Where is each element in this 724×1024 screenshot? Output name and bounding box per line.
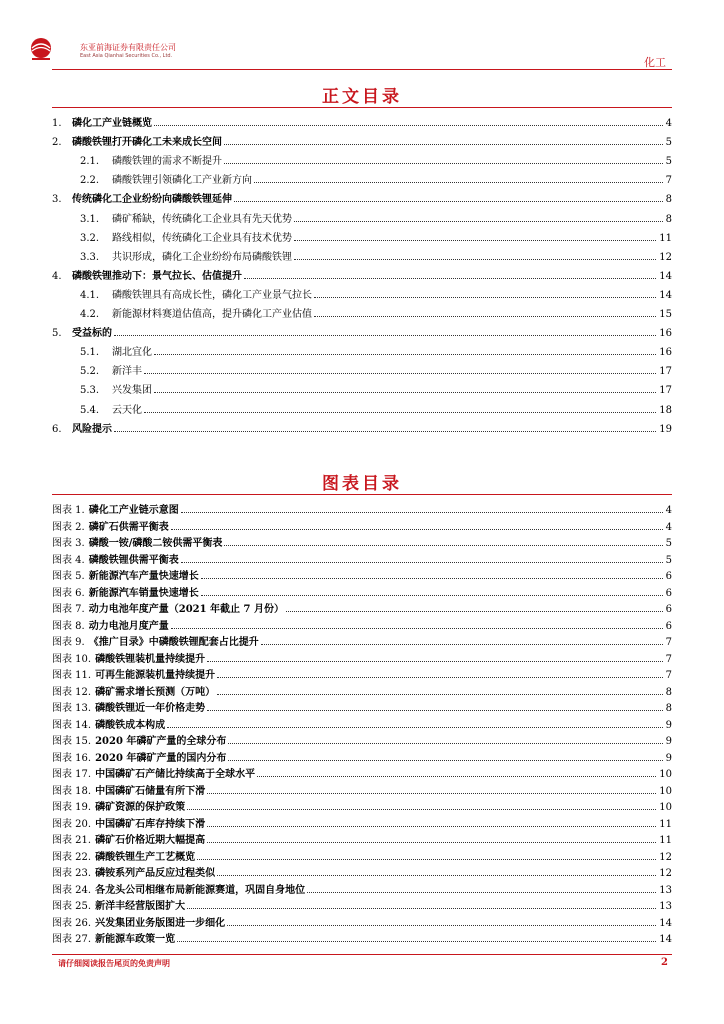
entry-page: 17 [659, 366, 672, 378]
entry-page: 7 [665, 653, 672, 665]
entry-page: 8 [665, 703, 672, 714]
entry-number: 图表 3. [52, 538, 85, 549]
entry-number: 2.2. [80, 175, 100, 187]
toc-entry[interactable] [52, 327, 672, 340]
entry-number: 图表 26. [52, 917, 92, 929]
entry-page: 15 [659, 309, 672, 320]
entry-page: 6 [665, 587, 672, 599]
dot-leader [207, 792, 656, 794]
figure-entry[interactable] [52, 735, 672, 748]
entry-title: 磷酸铁锂打开磷化工未来成长空间 [72, 137, 222, 149]
entry-number: 图表 9. [52, 637, 85, 648]
toc-entry[interactable] [80, 213, 672, 226]
toc-entry[interactable] [52, 117, 672, 130]
entry-number: 图表 7. [52, 604, 85, 615]
entry-title: 新能源汽车产量快速增长 [88, 571, 199, 582]
entry-title: 可再生能源装机量持续提升 [95, 670, 216, 681]
figure-entry[interactable] [52, 636, 672, 649]
dot-leader [114, 430, 656, 432]
entry-number: 6. [52, 423, 62, 435]
entry-number: 图表 25. [52, 901, 92, 912]
entry-page: 6 [665, 604, 672, 615]
entry-title: 中国磷矿石库存持续下滑 [95, 818, 206, 830]
entry-title: 中国磷矿石产储比持续高于全球水平 [95, 769, 256, 780]
figure-entry[interactable] [52, 851, 672, 864]
company-logo-icon [28, 36, 54, 62]
entry-page: 8 [665, 686, 672, 698]
entry-number: 图表 21. [52, 835, 92, 846]
entry-number: 5.3. [80, 385, 100, 397]
entry-title: 湖北宜化 [112, 347, 152, 359]
entry-number: 3.2. [80, 232, 100, 244]
entry-title: 风险提示 [72, 423, 112, 435]
entry-title: 2020 年磷矿产量的全球分布 [95, 736, 227, 747]
entry-number: 图表 15. [52, 736, 92, 747]
toc-entry[interactable] [80, 174, 672, 187]
figure-entry[interactable] [52, 570, 672, 583]
entry-number: 1. [52, 118, 62, 129]
toc-entry[interactable] [80, 289, 672, 302]
entry-number: 5.2. [80, 366, 100, 378]
entry-number: 5.4. [80, 404, 100, 416]
toc-entry[interactable] [80, 365, 672, 378]
figure-entry[interactable] [52, 653, 672, 666]
entry-title: 各龙头公司相继布局新能源赛道，巩固自身地位 [95, 884, 306, 896]
entry-number: 图表 27. [52, 934, 92, 945]
page-number: 2 [661, 957, 668, 968]
entry-number: 2.1. [80, 156, 100, 168]
entry-number: 4.2. [80, 309, 100, 320]
entry-title: 新洋丰经营版图扩大 [95, 901, 186, 912]
entry-number: 图表 18. [52, 785, 92, 797]
figures-title: 图表目录 [322, 474, 402, 494]
dot-leader [207, 841, 656, 843]
dot-leader [167, 726, 663, 728]
entry-number: 图表 12. [52, 686, 92, 698]
toc-entry[interactable] [80, 346, 672, 359]
entry-title: 新能源材料赛道估值高，提升磷化工产业估值 [112, 309, 312, 320]
entry-title: 2020 年磷矿产量的国内分布 [95, 752, 227, 764]
entry-page: 14 [659, 917, 672, 929]
entry-page: 14 [659, 270, 672, 282]
dot-leader [207, 660, 663, 662]
entry-page: 7 [665, 670, 672, 681]
dot-leader [171, 528, 663, 530]
entry-number: 图表 4. [52, 554, 85, 566]
figure-entry[interactable] [52, 620, 672, 633]
entry-title: 中国磷矿石储量有所下滑 [95, 785, 206, 797]
figure-entry[interactable] [52, 587, 672, 600]
entry-number: 2. [52, 137, 62, 149]
figure-entry[interactable] [52, 719, 672, 732]
toc-entry[interactable] [80, 308, 672, 321]
entry-number: 图表 14. [52, 719, 92, 731]
entry-title: 磷酸铁锂推动下：景气拉长、估值提升 [72, 270, 242, 282]
figure-entry[interactable] [52, 521, 672, 534]
figure-entry[interactable] [52, 867, 672, 880]
figure-entry[interactable] [52, 702, 672, 715]
entry-page: 19 [659, 423, 672, 435]
dot-leader [217, 874, 656, 876]
entry-title: 新能源车政策一览 [95, 934, 176, 945]
entry-number: 图表 13. [52, 703, 92, 714]
entry-page: 11 [659, 232, 672, 244]
toc-entry[interactable] [80, 251, 672, 264]
entry-title: 路线相似，传统磷化工企业具有技术优势 [112, 232, 292, 244]
entry-title: 磷酸铁锂装机量持续提升 [95, 653, 206, 665]
dot-leader [307, 891, 656, 893]
entry-title: 磷矿稀缺，传统磷化工企业具有先天优势 [112, 213, 292, 225]
entry-page: 7 [665, 637, 672, 648]
entry-title: 新洋丰 [112, 366, 142, 378]
entry-page: 11 [659, 818, 672, 830]
entry-number: 图表 23. [52, 868, 92, 879]
entry-number: 图表 8. [52, 620, 85, 632]
entry-number: 图表 22. [52, 851, 92, 863]
entry-page: 10 [659, 785, 672, 797]
entry-number: 图表 20. [52, 818, 92, 830]
footer-divider [52, 954, 672, 955]
entry-number: 图表 16. [52, 752, 92, 764]
dot-leader [144, 372, 656, 374]
entry-page: 10 [659, 769, 672, 780]
entry-number: 图表 6. [52, 587, 85, 599]
entry-title: 磷酸铁锂具有高成长性，磷化工产业景气拉长 [112, 289, 312, 301]
entry-page: 9 [665, 752, 672, 764]
entry-page: 4 [665, 505, 672, 516]
toc-entry[interactable] [52, 193, 672, 206]
entry-page: 6 [665, 620, 672, 632]
toc-entry[interactable] [80, 232, 672, 245]
entry-title: 磷酸铁成本构成 [95, 719, 166, 731]
dot-leader [234, 200, 663, 202]
dot-leader [294, 239, 656, 241]
dot-leader [294, 220, 663, 222]
figure-entry[interactable] [52, 834, 672, 847]
dot-leader [217, 676, 663, 678]
entry-title: 磷酸铁锂引领磷化工产业新方向 [112, 175, 252, 187]
entry-page: 10 [659, 802, 672, 813]
figure-entry[interactable] [52, 752, 672, 765]
entry-page: 12 [659, 851, 672, 863]
dot-leader [181, 511, 663, 513]
dot-leader [187, 907, 656, 909]
entry-page: 13 [659, 901, 672, 912]
dot-leader [314, 296, 656, 298]
header-divider [52, 69, 672, 70]
entry-title: 磷铵系列产品反应过程类似 [95, 868, 216, 879]
dot-leader [154, 391, 656, 393]
figure-entry[interactable] [52, 768, 672, 781]
figure-entry[interactable] [52, 917, 672, 930]
dot-leader [224, 544, 662, 546]
toc-title: 正文目录 [322, 87, 402, 107]
dot-leader [207, 825, 656, 827]
dot-leader [177, 940, 656, 942]
entry-page: 7 [665, 175, 672, 187]
dot-leader [207, 709, 663, 711]
entry-number: 3.3. [80, 251, 100, 263]
entry-number: 3.1. [80, 213, 100, 225]
entry-title: 《推广目录》中磷酸铁锂配套占比提升 [88, 637, 259, 648]
entry-page: 16 [659, 347, 672, 359]
dot-leader [217, 693, 663, 695]
sector-label: 化工 [644, 56, 666, 69]
entry-page: 9 [665, 736, 672, 747]
dot-leader [257, 775, 656, 777]
entry-page: 5 [665, 137, 672, 149]
dot-leader [201, 577, 663, 579]
dot-leader [181, 561, 663, 563]
toc-entry[interactable] [52, 423, 672, 436]
dot-leader [254, 181, 663, 183]
entry-page: 8 [665, 194, 672, 206]
entry-page: 9 [665, 719, 672, 731]
entry-title: 磷矿需求增长预测（万吨） [95, 686, 216, 698]
entry-title: 磷酸铁锂的需求不断提升 [112, 156, 222, 168]
dot-leader [228, 759, 662, 761]
figure-entry[interactable] [52, 933, 672, 946]
page-header [0, 0, 724, 70]
entry-title: 新能源汽车销量快速增长 [88, 587, 199, 599]
toc-entry[interactable] [52, 270, 672, 283]
entry-title: 磷酸铁锂生产工艺概览 [95, 851, 196, 863]
dot-leader [187, 808, 656, 810]
figure-entry[interactable] [52, 818, 672, 831]
dot-leader [197, 858, 656, 860]
entry-page: 14 [659, 289, 672, 301]
entry-title: 共识形成，磷化工企业纷纷布局磷酸铁锂 [112, 251, 292, 263]
figures-title-divider [52, 494, 672, 495]
figure-entry[interactable] [52, 900, 672, 913]
company-name-en: East Asia Qianhai Securities Co., Ltd. [80, 53, 173, 59]
entry-page: 18 [659, 404, 672, 416]
entry-number: 图表 10. [52, 653, 92, 665]
figure-entry[interactable] [52, 603, 672, 616]
toc-entry[interactable] [80, 384, 672, 397]
toc-title-divider [52, 107, 672, 108]
entry-page: 4 [665, 118, 672, 129]
company-name-cn: 东亚前海证券有限责任公司 [80, 43, 176, 52]
dot-leader [286, 610, 663, 612]
entry-page: 8 [665, 213, 672, 225]
dot-leader [228, 742, 662, 744]
entry-title: 磷酸铁锂近一年价格走势 [95, 703, 206, 714]
entry-page: 4 [665, 521, 672, 533]
dot-leader [314, 315, 656, 317]
figure-entry[interactable] [52, 554, 672, 567]
entry-page: 5 [665, 554, 672, 566]
entry-title: 磷矿资源的保护政策 [95, 802, 186, 813]
entry-number: 图表 24. [52, 884, 92, 896]
dot-leader [224, 143, 663, 145]
entry-number: 图表 1. [52, 505, 85, 516]
entry-page: 13 [659, 884, 672, 896]
toc-entry[interactable] [80, 404, 672, 417]
entry-page: 5 [665, 156, 672, 168]
figure-entry[interactable] [52, 504, 672, 517]
entry-number: 图表 19. [52, 802, 92, 813]
dot-leader [154, 353, 656, 355]
entry-number: 4.1. [80, 289, 100, 301]
entry-title: 受益标的 [72, 328, 112, 340]
dot-leader [154, 124, 663, 126]
entry-page: 5 [665, 538, 672, 549]
toc-entry[interactable] [80, 155, 672, 168]
entry-number: 4. [52, 270, 62, 282]
figure-entry[interactable] [52, 785, 672, 798]
entry-title: 磷化工产业链概览 [72, 118, 152, 129]
entry-number: 图表 17. [52, 769, 92, 780]
entry-number: 图表 11. [52, 670, 92, 681]
figure-entry[interactable] [52, 686, 672, 699]
entry-title: 磷酸铁锂供需平衡表 [88, 554, 179, 566]
entry-number: 3. [52, 194, 62, 206]
dot-leader [114, 334, 656, 336]
entry-number: 图表 5. [52, 571, 85, 582]
figure-entry[interactable] [52, 884, 672, 897]
entry-page: 16 [659, 328, 672, 340]
entry-title: 兴发集团 [112, 385, 152, 397]
entry-title: 磷矿石供需平衡表 [88, 521, 169, 533]
entry-title: 兴发集团业务版图进一步细化 [95, 917, 226, 929]
dot-leader [244, 277, 656, 279]
dot-leader [294, 258, 656, 260]
dot-leader [261, 643, 663, 645]
entry-title: 磷化工产业链示意图 [88, 505, 179, 516]
dot-leader [144, 411, 656, 413]
entry-title: 云天化 [112, 404, 142, 416]
entry-number: 图表 2. [52, 521, 85, 533]
figure-entry[interactable] [52, 669, 672, 682]
entry-number: 5. [52, 328, 62, 340]
dot-leader [227, 924, 656, 926]
dot-leader [201, 594, 663, 596]
entry-page: 11 [659, 835, 672, 846]
toc-entry[interactable] [52, 136, 672, 149]
entry-title: 传统磷化工企业纷纷向磷酸铁锂延伸 [72, 194, 232, 206]
entry-page: 17 [659, 385, 672, 397]
entry-title: 磷矿石价格近期大幅提高 [95, 835, 206, 846]
figure-entry[interactable] [52, 801, 672, 814]
entry-number: 5.1. [80, 347, 100, 359]
entry-page: 14 [659, 934, 672, 945]
entry-title: 动力电池月度产量 [88, 620, 169, 632]
figure-entry[interactable] [52, 537, 672, 550]
dot-leader [171, 627, 663, 629]
entry-page: 12 [659, 251, 672, 263]
entry-title: 动力电池年度产量（2021 年截止 7 月份） [88, 604, 284, 615]
footer-disclaimer: 请仔细阅读报告尾页的免责声明 [58, 959, 170, 968]
entry-page: 6 [665, 571, 672, 582]
entry-page: 12 [659, 868, 672, 879]
dot-leader [224, 162, 663, 164]
entry-title: 磷酸一铵/磷酸二铵供需平衡表 [88, 538, 223, 549]
